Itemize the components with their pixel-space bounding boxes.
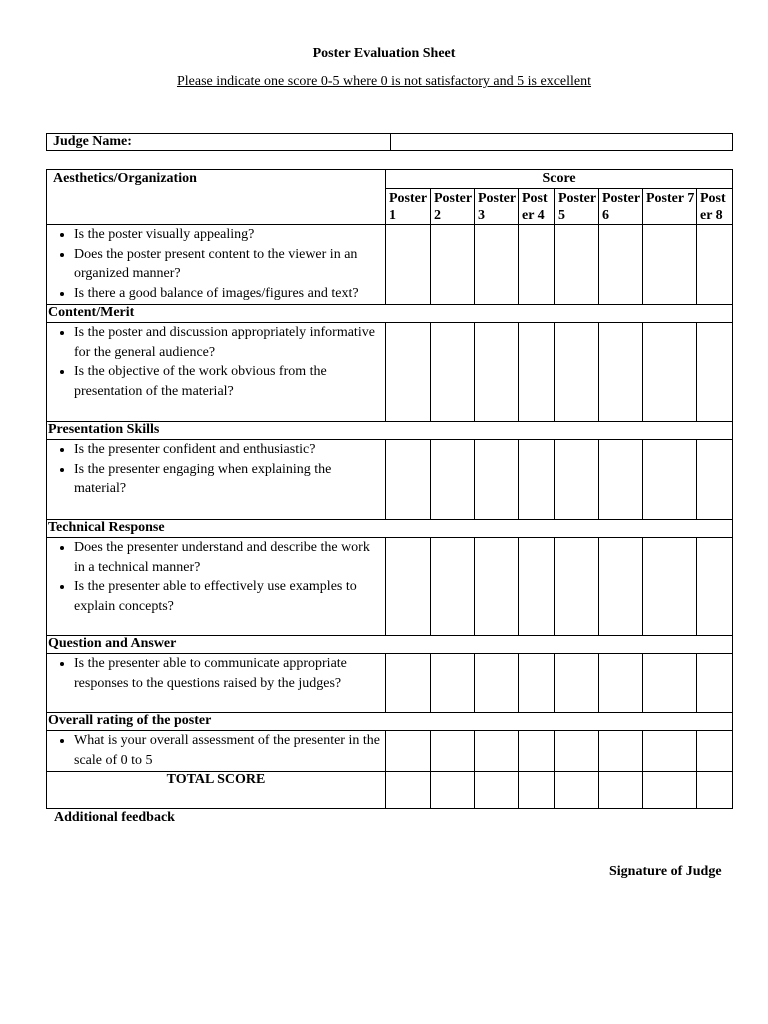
score-cell[interactable] bbox=[555, 323, 599, 422]
score-cell[interactable] bbox=[386, 731, 431, 772]
poster-column-header: Post er 8 bbox=[697, 189, 733, 225]
total-score-cell[interactable] bbox=[386, 772, 431, 809]
criteria-list bbox=[47, 440, 383, 499]
score-cell[interactable] bbox=[475, 654, 519, 713]
criteria-cell bbox=[47, 731, 386, 772]
criteria-item: • Is the poster and discussion appropriately informative for the general audience? bbox=[74, 323, 383, 362]
score-cell[interactable] bbox=[555, 225, 599, 305]
score-cell[interactable] bbox=[599, 440, 643, 520]
total-score-cell[interactable] bbox=[519, 772, 555, 809]
criteria-item: • Is the presenter engaging when explaining the material? bbox=[74, 460, 383, 499]
poster-column-header: Poster 6 bbox=[599, 189, 643, 225]
criteria-cell bbox=[47, 538, 386, 636]
score-cell[interactable] bbox=[555, 440, 599, 520]
score-cell[interactable] bbox=[386, 440, 431, 520]
score-cell[interactable] bbox=[431, 323, 475, 422]
criteria-list bbox=[47, 225, 383, 303]
poster-column-header: Poster 1 bbox=[386, 189, 431, 225]
score-cell[interactable] bbox=[386, 538, 431, 636]
poster-column-header: Post er 4 bbox=[519, 189, 555, 225]
criteria-row bbox=[47, 538, 733, 636]
score-cell[interactable] bbox=[475, 225, 519, 305]
criteria-list bbox=[47, 654, 383, 693]
criteria-list bbox=[47, 538, 383, 616]
score-cell[interactable] bbox=[555, 654, 599, 713]
section-heading-row bbox=[47, 305, 733, 323]
total-score-cell[interactable] bbox=[475, 772, 519, 809]
section-heading-row bbox=[47, 422, 733, 440]
score-header: Score bbox=[386, 170, 733, 189]
section-heading: Presentation Skills bbox=[47, 422, 733, 440]
criteria-row bbox=[47, 654, 733, 713]
score-cell[interactable] bbox=[386, 225, 431, 305]
criteria-item: • Is there a good balance of images/figures and text? bbox=[74, 284, 383, 304]
score-cell[interactable] bbox=[643, 538, 697, 636]
criteria-row bbox=[47, 440, 733, 520]
criteria-list bbox=[47, 323, 383, 401]
score-cell[interactable] bbox=[599, 654, 643, 713]
total-score-cell[interactable] bbox=[599, 772, 643, 809]
score-cell[interactable] bbox=[519, 731, 555, 772]
total-score-cell[interactable] bbox=[697, 772, 733, 809]
score-cell[interactable] bbox=[697, 538, 733, 636]
score-cell[interactable] bbox=[555, 538, 599, 636]
criteria-item: • Is the presenter able to effectively use examples to explain concepts? bbox=[74, 577, 383, 616]
score-cell[interactable] bbox=[697, 731, 733, 772]
score-cell[interactable] bbox=[519, 225, 555, 305]
score-cell[interactable] bbox=[519, 654, 555, 713]
section-heading: Overall rating of the poster bbox=[47, 713, 733, 731]
section-heading: Technical Response bbox=[47, 520, 733, 538]
criteria-row bbox=[47, 323, 733, 422]
criteria-item: • What is your overall assessment of the presenter in the scale of 0 to 5 bbox=[74, 731, 383, 770]
score-cell[interactable] bbox=[519, 323, 555, 422]
score-cell[interactable] bbox=[555, 731, 599, 772]
score-cell[interactable] bbox=[643, 654, 697, 713]
criteria-cell bbox=[47, 654, 386, 713]
score-cell[interactable] bbox=[386, 654, 431, 713]
total-score-label: TOTAL SCORE bbox=[47, 772, 386, 809]
poster-column-header: Poster 2 bbox=[431, 189, 475, 225]
score-cell[interactable] bbox=[431, 440, 475, 520]
poster-column-header: Poster 5 bbox=[555, 189, 599, 225]
score-cell[interactable] bbox=[431, 538, 475, 636]
criteria-list bbox=[47, 731, 383, 770]
criteria-cell bbox=[47, 323, 386, 422]
section-heading-row bbox=[47, 636, 733, 654]
judge-signature-label: Signature of Judge bbox=[609, 864, 722, 879]
score-cell[interactable] bbox=[697, 654, 733, 713]
score-cell[interactable] bbox=[475, 538, 519, 636]
judge-name-field[interactable] bbox=[391, 134, 733, 151]
score-cell[interactable] bbox=[599, 731, 643, 772]
criteria-item: • Does the presenter understand and describe the work in a technical manner? bbox=[74, 538, 383, 577]
total-score-cell[interactable] bbox=[431, 772, 475, 809]
criteria-item: • Does the poster present content to the viewer in an organized manner? bbox=[74, 245, 383, 284]
score-cell[interactable] bbox=[431, 654, 475, 713]
score-cell[interactable] bbox=[643, 731, 697, 772]
score-cell[interactable] bbox=[475, 440, 519, 520]
score-cell[interactable] bbox=[431, 731, 475, 772]
additional-feedback-label: Additional feedback bbox=[54, 810, 175, 825]
instructions-text: Please indicate one score 0-5 where 0 is not satisfactory and 5 is excellent bbox=[176, 74, 592, 89]
criteria-cell bbox=[47, 225, 386, 305]
score-cell[interactable] bbox=[697, 225, 733, 305]
criteria-item: • Is the poster visually appealing? bbox=[74, 225, 383, 245]
score-cell[interactable] bbox=[599, 225, 643, 305]
total-row bbox=[47, 772, 733, 809]
section-heading-row bbox=[47, 520, 733, 538]
score-cell[interactable] bbox=[697, 440, 733, 520]
section-heading-row bbox=[47, 713, 733, 731]
criteria-row bbox=[47, 225, 733, 305]
score-cell[interactable] bbox=[643, 225, 697, 305]
score-cell[interactable] bbox=[519, 440, 555, 520]
poster-column-header: Poster 3 bbox=[475, 189, 519, 225]
criteria-item: • Is the presenter confident and enthusiastic? bbox=[74, 440, 383, 460]
criteria-row bbox=[47, 731, 733, 772]
section-heading: Content/Merit bbox=[47, 305, 733, 323]
page-title: Poster Evaluation Sheet bbox=[312, 46, 456, 61]
total-score-cell[interactable] bbox=[555, 772, 599, 809]
judge-name-table bbox=[46, 133, 733, 151]
score-cell[interactable] bbox=[599, 538, 643, 636]
score-cell[interactable] bbox=[643, 440, 697, 520]
criteria-item: • Is the presenter able to communicate appropriate responses to the questions raised by the judges? bbox=[74, 654, 383, 693]
criteria-cell bbox=[47, 440, 386, 520]
poster-column-header: Poster 7 bbox=[643, 189, 697, 225]
score-cell[interactable] bbox=[697, 323, 733, 422]
score-cell[interactable] bbox=[386, 323, 431, 422]
score-cell[interactable] bbox=[475, 731, 519, 772]
judge-name-label: Judge Name: bbox=[47, 134, 391, 151]
score-table bbox=[46, 169, 733, 809]
criteria-item: • Is the objective of the work obvious from the presentation of the material? bbox=[74, 362, 383, 401]
score-cell[interactable] bbox=[519, 538, 555, 636]
score-cell[interactable] bbox=[643, 323, 697, 422]
table-header-row bbox=[47, 170, 733, 189]
score-cell[interactable] bbox=[431, 225, 475, 305]
section-heading: Question and Answer bbox=[47, 636, 733, 654]
total-score-cell[interactable] bbox=[643, 772, 697, 809]
score-cell[interactable] bbox=[475, 323, 519, 422]
section-heading: Aesthetics/Organization bbox=[47, 170, 386, 225]
score-cell[interactable] bbox=[599, 323, 643, 422]
